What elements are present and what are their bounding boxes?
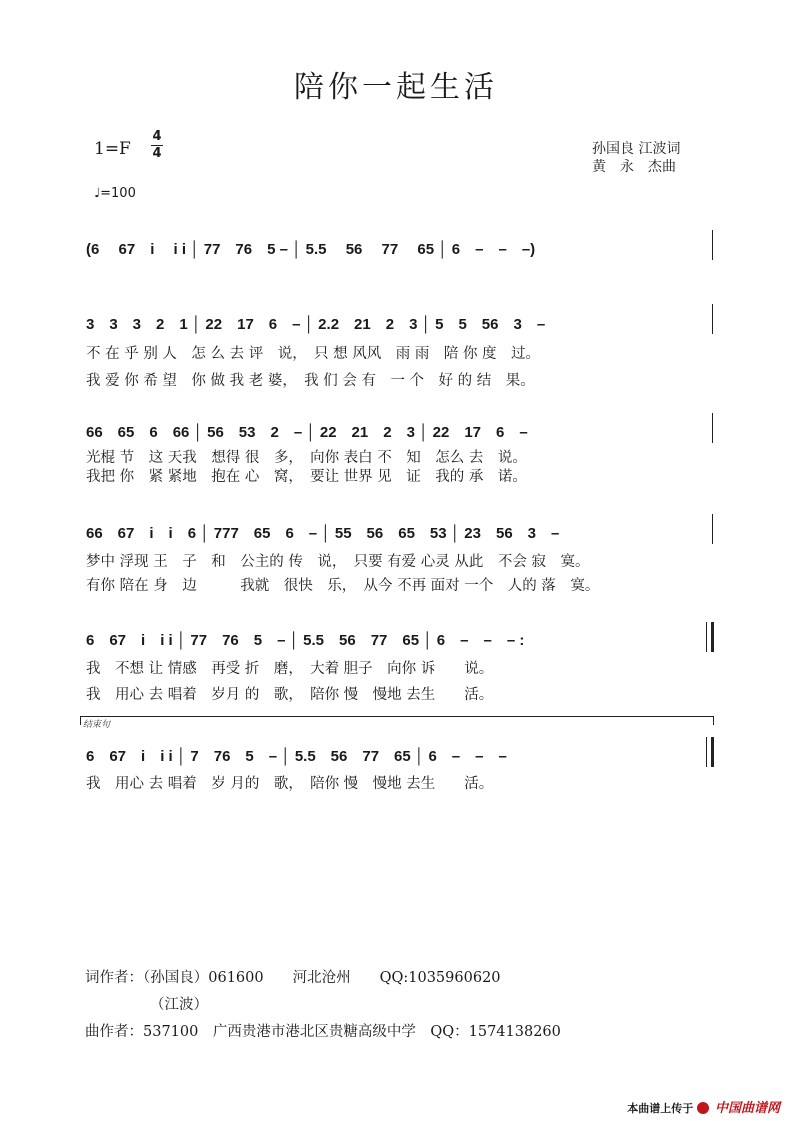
intro-notes: (6 67 i i i │ 77 76 5 – │ 5.5 56 77 65 │ 6 – – –) xyxy=(86,241,536,258)
system-1-lyric-verse-1: 不 在 乎 别 人 怎 么 去 评 说， 只 想 风风 雨 雨 陪 你 度 过。 xyxy=(86,346,541,362)
system-5-lyric: 我 用心 去 唱着 岁 月的 歌， 陪你 慢 慢地 去生 活。 xyxy=(86,776,494,792)
site-name[interactable]: 中国曲谱网 xyxy=(714,1101,780,1116)
system-2-lyric-verse-1: 光棍 节 这 天我 想得 很 多， 向你 表白 不 知 怎么 去 说。 xyxy=(86,450,527,466)
system-1-notes: 3 3 3 2 1 │ 22 17 6 – │ 2.2 21 2 3 │ 5 5 56 3 – xyxy=(86,316,546,333)
repeat-barline-thick xyxy=(711,622,714,652)
tempo-marking: ♩=100 xyxy=(94,186,136,201)
ending-bracket xyxy=(80,716,714,725)
site-logo-icon xyxy=(697,1102,709,1114)
composer-contact: 曲作者：537100 广西贵港市港北区贵糖高级中学 QQ：1574138260 xyxy=(85,1024,561,1040)
upload-text: 本曲谱上传于 xyxy=(627,1102,694,1115)
system-5-notes: 6 67 i i i │ 7 76 5 – │ 5.5 56 77 65 │ 6 – – – xyxy=(86,748,507,765)
key-signature: 1=F xyxy=(94,139,131,159)
barline xyxy=(712,304,713,334)
system-3-lyric-verse-2: 有你 陪在 身 边 我就 很快 乐， 从今 不再 面对 一个 人的 落 寞。 xyxy=(86,578,600,594)
system-2-lyric-verse-2: 我把 你 紧 紧地 抱在 心 窝， 要让 世界 见 证 我的 承 诺。 xyxy=(86,469,527,485)
time-signature xyxy=(150,129,164,162)
barline xyxy=(712,514,713,544)
co-lyricist: （江波） xyxy=(150,997,208,1013)
lyricist-credit: 孙国良 江波词 xyxy=(592,141,681,157)
system-1-lyric-verse-2: 我 爱 你 希 望 你 做 我 老 婆， 我 们 会 有 一 个 好 的 结 果。 xyxy=(86,373,535,389)
ending-tag: 结束句 xyxy=(83,720,111,730)
final-barline-thin xyxy=(706,737,707,767)
system-3-lyric-verse-1: 梦中 浮现 王 子 和 公主的 传 说， 只要 有爱 心灵 从此 不会 寂 寞。 xyxy=(86,554,590,570)
final-barline-thick xyxy=(711,737,714,767)
time-signature-bottom: 4 xyxy=(152,146,162,161)
time-signature-top: 4 xyxy=(152,129,162,144)
system-4-notes: 6 67 i i i │ 77 76 5 – │ 5.5 56 77 65 │ 6 – – – : xyxy=(86,632,525,649)
lyricist-contact: 词作者：（孙国良）061600 河北沧州 QQ:1035960620 xyxy=(85,970,501,986)
system-2-notes: 66 65 6 66 │ 56 53 2 – │ 22 21 2 3 │ 22 17 6 – xyxy=(86,424,528,441)
system-3-notes: 66 67 i i 6 │ 777 65 6 – │ 55 56 65 53 │ 23 56 3 – xyxy=(86,525,560,542)
system-4-lyric-verse-2: 我 用心 去 唱着 岁月 的 歌， 陪你 慢 慢地 去生 活。 xyxy=(86,687,494,703)
repeat-barline-thin xyxy=(706,622,707,652)
barline xyxy=(712,230,713,260)
upload-credit xyxy=(627,1097,780,1116)
barline xyxy=(712,413,713,443)
system-4-lyric-verse-1: 我 不想 让 情感 再受 折 磨， 大着 胆子 向你 诉 说。 xyxy=(86,661,494,677)
page-title: 陪你一起生活 xyxy=(294,70,498,105)
composer-credit: 黄 永 杰曲 xyxy=(592,159,676,175)
